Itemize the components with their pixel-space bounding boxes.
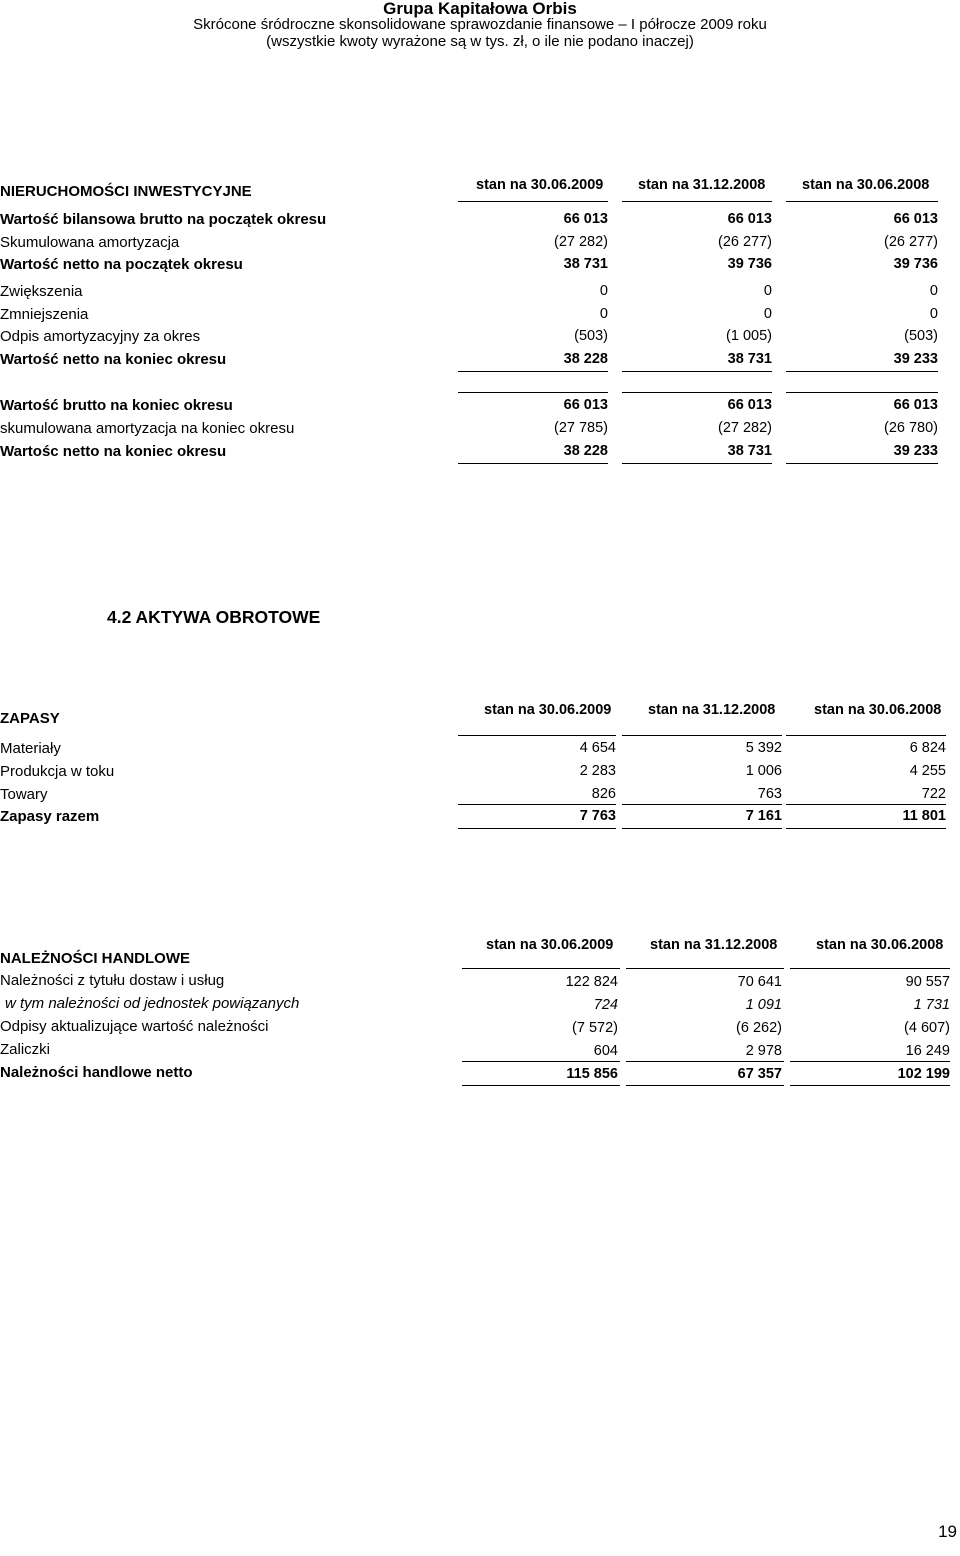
cell-value: 5 392 [745, 740, 782, 756]
cell-value: 0 [929, 306, 938, 322]
column-header: stan na 30.06.2009 [484, 702, 612, 718]
row-label: Należności z tytułu dostaw i usług [0, 972, 225, 989]
row-label: Wartość brutto na koniec okresu [0, 397, 233, 414]
cell-value: (27 282) [717, 420, 772, 436]
cell-value: 4 255 [909, 763, 946, 779]
row-label: Odpisy aktualizujące wartość należności [0, 1018, 269, 1035]
total-rule [786, 828, 946, 829]
column-rule [458, 201, 608, 202]
investment-title: NIERUCHOMOŚCI INWESTYCYJNE [0, 183, 252, 200]
cell-value: 38 731 [727, 351, 772, 367]
subtotal-rule [458, 804, 616, 805]
cell-value: (1 005) [726, 328, 772, 344]
row-label: Skumulowana amortyzacja [0, 234, 180, 251]
total-rule [786, 371, 938, 372]
cell-value: 16 249 [905, 1043, 950, 1059]
cell-value: 763 [757, 786, 782, 802]
cell-value: (26 277) [883, 234, 938, 250]
cell-value: (503) [904, 328, 938, 344]
cell-value: 7 763 [579, 808, 616, 824]
subtotal-rule [462, 1061, 620, 1062]
cell-value: 90 557 [905, 974, 950, 990]
cell-value: 0 [763, 283, 772, 299]
row-label: Towary [0, 786, 48, 803]
column-rule [626, 968, 784, 969]
row-label: Zmniejszenia [0, 306, 89, 323]
column-header: stan na 30.06.2009 [476, 177, 604, 193]
row-label: Zapasy razem [0, 808, 100, 825]
cell-value: 67 357 [737, 1066, 782, 1082]
column-rule [458, 735, 616, 736]
row-label: w tym należności od jednostek powiązanych [5, 995, 300, 1012]
cell-value: 39 736 [727, 256, 772, 272]
cell-value: 66 013 [727, 211, 772, 227]
cell-value: 122 824 [565, 974, 618, 990]
cell-value: 7 161 [745, 808, 782, 824]
cell-value: 39 233 [893, 443, 938, 459]
column-header: stan na 30.06.2009 [486, 937, 614, 953]
cell-value: 38 228 [563, 351, 608, 367]
cell-value: 38 228 [563, 443, 608, 459]
inventory-title: ZAPASY [0, 710, 60, 727]
column-header: stan na 30.06.2008 [814, 702, 942, 718]
column-rule [462, 968, 620, 969]
cell-value: (503) [574, 328, 608, 344]
row-label: Należności handlowe netto [0, 1064, 193, 1081]
column-rule [622, 392, 772, 393]
cell-value: 11 801 [902, 808, 946, 824]
cell-value: 115 856 [566, 1066, 618, 1082]
total-rule [626, 1085, 784, 1086]
row-label: Zwiększenia [0, 283, 83, 300]
column-rule [458, 392, 608, 393]
total-rule [458, 828, 616, 829]
cell-value: 2 978 [745, 1043, 782, 1059]
cell-value: (26 277) [717, 234, 772, 250]
cell-value: 66 013 [893, 211, 938, 227]
cell-value: (6 262) [736, 1020, 782, 1036]
row-label: Wartość bilansowa brutto na początek okresu [0, 211, 327, 228]
cell-value: 2 283 [579, 763, 616, 779]
subtotal-rule [626, 1061, 784, 1062]
cell-value: 38 731 [727, 443, 772, 459]
column-rule [786, 735, 946, 736]
cell-value: 66 013 [893, 397, 938, 413]
column-header: stan na 31.12.2008 [650, 937, 778, 953]
cell-value: 6 824 [909, 740, 946, 756]
row-label: Zaliczki [0, 1041, 51, 1058]
cell-value: (27 785) [553, 420, 608, 436]
row-label: Wartość netto na koniec okresu [0, 351, 227, 368]
cell-value: 39 736 [893, 256, 938, 272]
cell-value: 724 [593, 997, 618, 1013]
cell-value: (4 607) [904, 1020, 950, 1036]
column-rule [790, 968, 950, 969]
cell-value: 0 [929, 283, 938, 299]
cell-value: 1 006 [745, 763, 782, 779]
total-rule [622, 828, 782, 829]
cell-value: 0 [599, 283, 608, 299]
cell-value: 102 199 [897, 1066, 950, 1082]
cell-value: 38 731 [563, 256, 608, 272]
cell-value: 39 233 [893, 351, 938, 367]
cell-value: 0 [763, 306, 772, 322]
column-header: stan na 30.06.2008 [802, 177, 930, 193]
page-number: 19 [938, 1522, 957, 1541]
subtotal-rule [622, 804, 782, 805]
cell-value: 1 091 [745, 997, 782, 1013]
cell-value: 1 731 [913, 997, 950, 1013]
total-rule [622, 371, 772, 372]
row-label: skumulowana amortyzacja na koniec okresu [0, 420, 295, 437]
section-title: 4.2 AKTYWA OBROTOWE [107, 607, 321, 627]
cell-value: 66 013 [563, 397, 608, 413]
company-name: Grupa Kapitałowa Orbis [383, 0, 577, 18]
row-label: Odpis amortyzacyjny za okres [0, 328, 201, 345]
column-header: stan na 31.12.2008 [638, 177, 766, 193]
total-rule [622, 463, 772, 464]
row-label: Wartośc netto na koniec okresu [0, 443, 227, 460]
total-rule [462, 1085, 620, 1086]
total-rule [786, 463, 938, 464]
column-header: stan na 30.06.2008 [816, 937, 944, 953]
cell-value: (27 282) [553, 234, 608, 250]
cell-value: 0 [599, 306, 608, 322]
cell-value: 70 641 [737, 974, 782, 990]
column-rule [622, 201, 772, 202]
report-title: Skrócone śródroczne skonsolidowane sprawozdanie finansowe – I półrocze 2009 roku [193, 16, 767, 33]
cell-value: 66 013 [727, 397, 772, 413]
cell-value: 722 [921, 786, 946, 802]
row-label: Wartość netto na początek okresu [0, 256, 243, 273]
subtotal-rule [786, 804, 946, 805]
subtotal-rule [790, 1061, 950, 1062]
cell-value: (26 780) [883, 420, 938, 436]
column-header: stan na 31.12.2008 [648, 702, 776, 718]
cell-value: (7 572) [572, 1020, 618, 1036]
total-rule [790, 1085, 950, 1086]
cell-value: 4 654 [579, 740, 616, 756]
total-rule [458, 371, 608, 372]
column-rule [786, 392, 938, 393]
total-rule [458, 463, 608, 464]
amounts-note: (wszystkie kwoty wyrażone są w tys. zł, o ile nie podano inaczej) [266, 33, 694, 50]
cell-value: 604 [593, 1043, 618, 1059]
column-rule [786, 201, 938, 202]
receivables-title: NALEŻNOŚCI HANDLOWE [0, 950, 190, 967]
row-label: Materiały [0, 740, 61, 757]
cell-value: 826 [591, 786, 616, 802]
row-label: Produkcja w toku [0, 763, 115, 780]
column-rule [622, 735, 782, 736]
cell-value: 66 013 [563, 211, 608, 227]
